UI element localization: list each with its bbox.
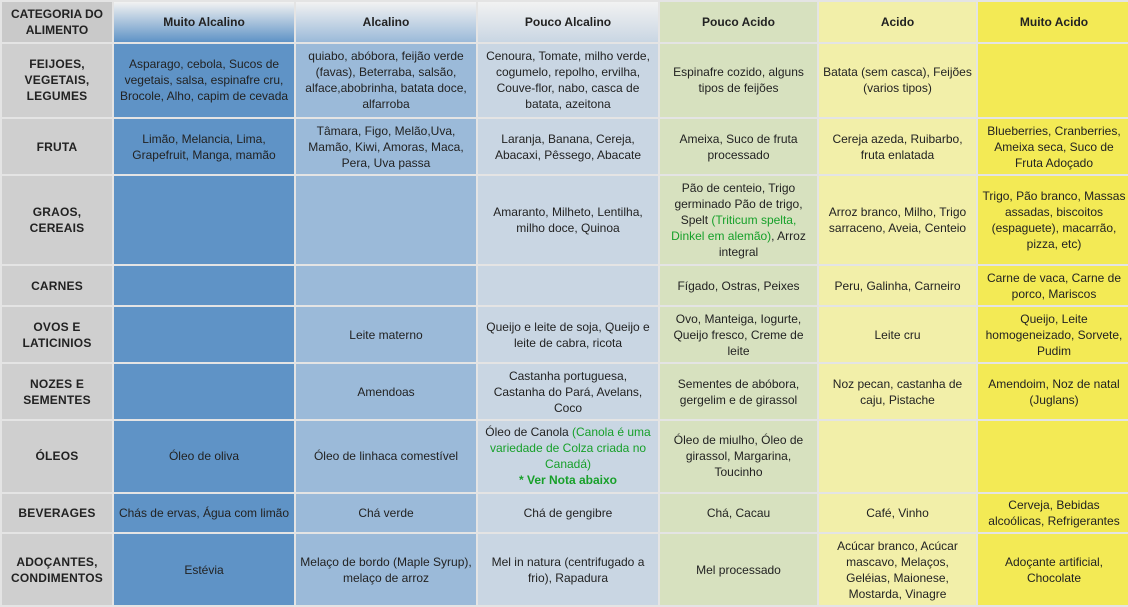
table-cell: Chás de ervas, Água com limão bbox=[114, 494, 294, 532]
table-cell: Café, Vinho bbox=[819, 494, 976, 532]
table-cell: Tâmara, Figo, Melão,Uva, Mamão, Kiwi, Amoras, Maca, Pera, Uva passa bbox=[296, 119, 476, 175]
table-cell bbox=[114, 266, 294, 304]
table-cell: Chá, Cacau bbox=[660, 494, 817, 532]
table-row bbox=[2, 119, 1128, 175]
table-cell bbox=[660, 176, 817, 264]
table-cell: Leite cru bbox=[819, 307, 976, 363]
row-header: CARNES bbox=[2, 266, 112, 304]
table-row bbox=[2, 494, 1128, 532]
row-header: FEIJOES, VEGETAIS, LEGUMES bbox=[2, 44, 112, 117]
table-row bbox=[2, 534, 1128, 605]
table-cell: Castanha portuguesa, Castanha do Pará, Avelans, Coco bbox=[478, 364, 658, 419]
row-header: ADOÇANTES, CONDIMENTOS bbox=[2, 534, 112, 605]
table-cell: Noz pecan, castanha de caju, Pistache bbox=[819, 364, 976, 419]
table-cell: Adoçante artificial, Chocolate bbox=[978, 534, 1128, 605]
table-cell: Óleo de miulho, Óleo de girassol, Margarina, Toucinho bbox=[660, 421, 817, 492]
row-header: NOZES E SEMENTES bbox=[2, 364, 112, 419]
table-cell: Óleo de oliva bbox=[114, 421, 294, 492]
table-cell: Sementes de abóbora, gergelim e de girassol bbox=[660, 364, 817, 419]
table-row bbox=[2, 266, 1128, 304]
table-cell: Ameixa, Suco de fruta processado bbox=[660, 119, 817, 175]
table-row bbox=[2, 364, 1128, 419]
column-header: Muito Acido bbox=[978, 2, 1128, 42]
table-cell: Óleo de linhaca comestível bbox=[296, 421, 476, 492]
table-cell bbox=[478, 421, 658, 492]
table-cell bbox=[114, 176, 294, 264]
table-cell: Ovo, Manteiga, Iogurte, Queijo fresco, Creme de leite bbox=[660, 307, 817, 363]
table-cell: Asparago, cebola, Sucos de vegetais, salsa, espinafre cru, Brocole, Alho, capim de cevada bbox=[114, 44, 294, 117]
table-cell: Acúcar branco, Acúcar mascavo, Melaços, Geléias, Maionese, Mostarda, Vinagre bbox=[819, 534, 976, 605]
table-row bbox=[2, 44, 1128, 117]
table-cell: Fígado, Ostras, Peixes bbox=[660, 266, 817, 304]
column-header: Alcalino bbox=[296, 2, 476, 42]
canola-note: (Canola é uma variedade de Colza criada no Canadá) bbox=[489, 425, 651, 472]
row-header: GRAOS, CEREAIS bbox=[2, 176, 112, 264]
table-cell bbox=[296, 266, 476, 304]
cell-text: , Arroz integral bbox=[718, 229, 806, 260]
table-cell bbox=[978, 44, 1128, 117]
column-header: Muito Alcalino bbox=[114, 2, 294, 42]
column-header: Pouco Acido bbox=[660, 2, 817, 42]
table-cell bbox=[978, 421, 1128, 492]
table-cell: Melaço de bordo (Maple Syrup), melaço de arroz bbox=[296, 534, 476, 605]
row-header: ÓLEOS bbox=[2, 421, 112, 492]
spelt-note: (Triticum spelta, Dinkel em alemão) bbox=[671, 213, 797, 244]
table-cell: Arroz branco, Milho, Trigo sarraceno, Aveia, Centeio bbox=[819, 176, 976, 264]
table-cell: Espinafre cozido, alguns tipos de feijões bbox=[660, 44, 817, 117]
table-cell: Leite materno bbox=[296, 307, 476, 363]
table-cell: Trigo, Pão branco, Massas assadas, biscoitos (espaguete), macarrão, pizza, etc) bbox=[978, 176, 1128, 264]
table-cell: Peru, Galinha, Carneiro bbox=[819, 266, 976, 304]
table-cell: Chá verde bbox=[296, 494, 476, 532]
table-cell: Limão, Melancia, Lima, Grapefruit, Manga, mamão bbox=[114, 119, 294, 175]
table-cell: Mel processado bbox=[660, 534, 817, 605]
table-row bbox=[2, 176, 1128, 264]
table-cell bbox=[114, 307, 294, 363]
table-cell: Queijo e leite de soja, Queijo e leite de cabra, ricota bbox=[478, 307, 658, 363]
see-note-reference: * Ver Nota abaixo bbox=[518, 473, 618, 488]
corner-header: CATEGORIA DO ALIMENTO bbox=[2, 2, 112, 42]
table-cell: quiabo, abóbora, feijão verde (favas), Beterraba, salsão, alface,abobrinha, batata doce, alfarroba bbox=[296, 44, 476, 117]
table-cell: Cerveja, Bebidas alcoólicas, Refrigerantes bbox=[978, 494, 1128, 532]
row-header: OVOS E LATICINIOS bbox=[2, 307, 112, 363]
table-cell: Amendoas bbox=[296, 364, 476, 419]
table-cell bbox=[478, 266, 658, 304]
table-cell: Mel in natura (centrifugado a frio), Rapadura bbox=[478, 534, 658, 605]
table-cell: Amendoim, Noz de natal (Juglans) bbox=[978, 364, 1128, 419]
table-cell: Amaranto, Milheto, Lentilha, milho doce, Quinoa bbox=[478, 176, 658, 264]
table-cell: Blueberries, Cranberries, Ameixa seca, Suco de Fruta Adoçado bbox=[978, 119, 1128, 175]
column-header: Acido bbox=[819, 2, 976, 42]
column-header: Pouco Alcalino bbox=[478, 2, 658, 42]
table-cell: Queijo, Leite homogeneizado, Sorvete, Pudim bbox=[978, 307, 1128, 363]
table-cell: Cenoura, Tomate, milho verde, cogumelo, repolho, ervilha, Couve-flor, nabo, casca de batata, azeitona bbox=[478, 44, 658, 117]
row-header: BEVERAGES bbox=[2, 494, 112, 532]
table-cell: Carne de vaca, Carne de porco, Mariscos bbox=[978, 266, 1128, 304]
table-row bbox=[2, 307, 1128, 363]
table-cell: Batata (sem casca), Feijões (varios tipos) bbox=[819, 44, 976, 117]
table-cell: Laranja, Banana, Cereja, Abacaxi, Pêssego, Abacate bbox=[478, 119, 658, 175]
cell-text: Pão de centeio, Trigo germinado Pão de trigo, Spelt bbox=[674, 181, 803, 228]
header-row bbox=[2, 2, 1128, 42]
row-header: FRUTA bbox=[2, 119, 112, 175]
table-cell: Chá de gengibre bbox=[478, 494, 658, 532]
table-cell bbox=[114, 364, 294, 419]
table-cell: Estévia bbox=[114, 534, 294, 605]
table-row bbox=[2, 421, 1128, 492]
cell-text: Óleo de Canola bbox=[485, 425, 572, 440]
table-cell bbox=[819, 421, 976, 492]
table-cell bbox=[296, 176, 476, 264]
table-cell: Cereja azeda, Ruibarbo, fruta enlatada bbox=[819, 119, 976, 175]
